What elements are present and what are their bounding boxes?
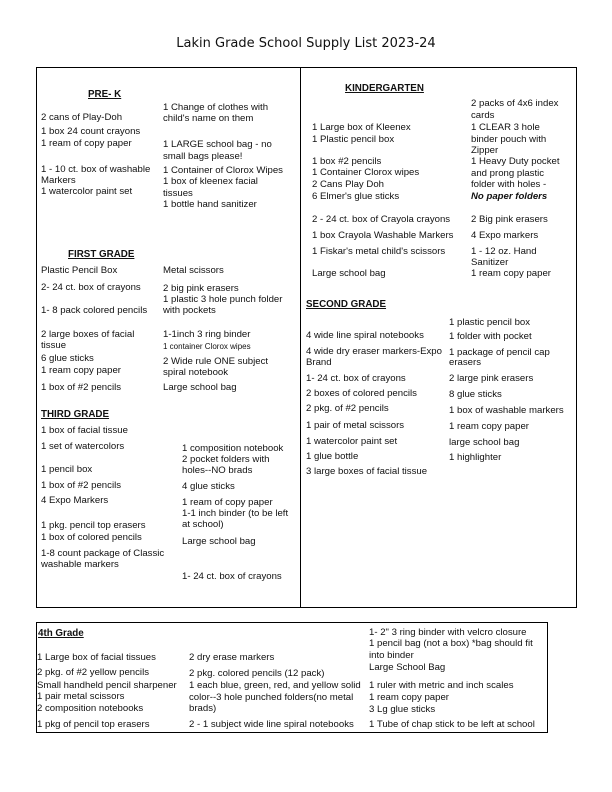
- supply-item: 1 plastic 3 hole punch folder: [163, 294, 283, 305]
- supply-item: 1- 24 ct. box of crayons: [182, 571, 282, 582]
- column-divider: [300, 67, 301, 608]
- section-heading-fourth: 4th Grade: [38, 628, 84, 639]
- supply-item: 1 pencil bag (not a box) *bag should fit: [369, 638, 533, 649]
- supply-item: Large School Bag: [369, 662, 446, 673]
- supply-item: tissues: [163, 188, 193, 199]
- supply-item: 1 box of #2 pencils: [41, 480, 122, 491]
- supply-item: 1 container Clorox wipes: [163, 342, 251, 351]
- supply-item: 4 wide dry eraser markers-Expo: [306, 346, 442, 357]
- section-heading-second: SECOND GRADE: [306, 299, 387, 310]
- supply-item: Small handheld pencil sharpener: [37, 680, 177, 691]
- supply-item: 4 wide line spiral notebooks: [306, 330, 424, 341]
- supply-item: 6 glue sticks: [41, 353, 94, 364]
- supply-item: 2 composition notebooks: [37, 703, 144, 714]
- supply-item: 1 Heavy Duty pocket: [471, 156, 560, 167]
- supply-item: 1 ream copy paper: [369, 692, 449, 703]
- supply-item: into binder: [369, 650, 414, 661]
- supply-item: 2 cans of Play-Doh: [41, 112, 123, 123]
- supply-item: erasers: [449, 357, 481, 368]
- supply-item: 2 large boxes of facial: [41, 329, 135, 340]
- supply-item: tissue: [41, 340, 67, 351]
- supply-item: 1 LARGE school bag - no: [163, 139, 272, 150]
- supply-item: 1- 24 ct. box of crayons: [306, 373, 406, 384]
- supply-item: 1- 8 pack colored pencils: [41, 305, 148, 316]
- supply-item: 1 set of watercolors: [41, 441, 125, 452]
- supply-item: holes--NO brads: [182, 465, 253, 476]
- supply-item: 1 box Crayola Washable Markers: [312, 230, 454, 241]
- supply-item: Large school bag: [163, 382, 237, 393]
- supply-item: Large school bag: [312, 268, 386, 279]
- supply-item: Large school bag: [182, 536, 256, 547]
- supply-item: 4 glue sticks: [182, 481, 235, 492]
- supply-item: 1 Container of Clorox Wipes: [163, 165, 283, 176]
- supply-item: 2 pkg. colored pencils (12 pack): [189, 668, 325, 679]
- supply-item: 1 pkg of pencil top erasers: [37, 719, 150, 730]
- supply-item: 1 watercolor paint set: [306, 436, 398, 447]
- supply-item: 1 ruler with metric and inch scales: [369, 680, 514, 691]
- supply-item: 1 ream copy paper: [449, 421, 529, 432]
- supply-item: 2 dry erase markers: [189, 652, 275, 663]
- supply-item: 1 box of washable markers: [449, 405, 564, 416]
- supply-item: 1 box of colored pencils: [41, 532, 142, 543]
- supply-item: 2 Big pink erasers: [471, 214, 548, 225]
- supply-item: 1 highlighter: [449, 452, 502, 463]
- supply-item: 1 folder with pocket: [449, 331, 532, 342]
- section-heading-first: FIRST GRADE: [68, 249, 135, 260]
- supply-item: large school bag: [449, 437, 520, 448]
- supply-item: 1 Plastic pencil box: [312, 134, 395, 145]
- supply-item: 1 Large box of Kleenex: [312, 122, 411, 133]
- supply-item: 2 - 1 subject wide line spiral notebooks: [189, 719, 354, 730]
- supply-item: spiral notebook: [163, 367, 229, 378]
- supply-item: No paper folders: [471, 191, 548, 202]
- supply-item: 1 package of pencil cap: [449, 347, 550, 358]
- supply-item: 8 glue sticks: [449, 389, 502, 400]
- supply-item: 1 - 12 oz. Hand: [471, 246, 537, 257]
- supply-item: 1 box #2 pencils: [312, 156, 382, 167]
- supply-item: 1- 2" 3 ring binder with velcro closure: [369, 627, 527, 638]
- supply-item: 1 Tube of chap stick to be left at school: [369, 719, 535, 730]
- supply-item: 1-8 count package of Classic: [41, 548, 165, 559]
- supply-item: child's name on them: [163, 113, 254, 124]
- supply-item: with pockets: [163, 305, 216, 316]
- supply-item: 1 box of facial tissue: [41, 425, 128, 436]
- supply-item: 1 bottle hand sanitizer: [163, 199, 257, 210]
- supply-item: 2 Wide rule ONE subject: [163, 356, 269, 367]
- supply-item: 1 composition notebook: [182, 443, 284, 454]
- section-heading-kinder: KINDERGARTEN: [345, 83, 424, 94]
- supply-item: 6 Elmer's glue sticks: [312, 191, 400, 202]
- supply-item: 1 Change of clothes with: [163, 102, 269, 113]
- supply-item: color--3 hole punched folders(no metal: [189, 692, 354, 703]
- supply-item: 4 Expo markers: [471, 230, 539, 241]
- supply-item: 2 packs of 4x6 index: [471, 98, 559, 109]
- supply-item: 1 plastic pencil box: [449, 317, 531, 328]
- section-heading-prek: PRE- K: [88, 89, 122, 100]
- supply-item: 1-1inch 3 ring binder: [163, 329, 251, 340]
- supply-item: 1 each blue, green, red, and yellow solid: [189, 680, 361, 691]
- supply-item: 3 Lg glue sticks: [369, 704, 436, 715]
- supply-item: 2 pkg. of #2 pencils: [306, 403, 389, 414]
- supply-item: 2 big pink erasers: [163, 283, 239, 294]
- supply-item: 4 Expo Markers: [41, 495, 109, 506]
- supply-item: 1 Large box of facial tissues: [37, 652, 156, 663]
- supply-item: 2 large pink erasers: [449, 373, 534, 384]
- supply-item: binder pouch with: [471, 134, 547, 145]
- supply-item: 1 pkg. pencil top erasers: [41, 520, 146, 531]
- supply-item: 2- 24 ct. box of crayons: [41, 282, 141, 293]
- supply-item: Plastic Pencil Box: [41, 265, 118, 276]
- supply-item: 1 box of #2 pencils: [41, 382, 122, 393]
- supply-item: Metal scissors: [163, 265, 224, 276]
- supply-item: brads): [189, 703, 217, 714]
- supply-item: 1 ream of copy paper: [41, 138, 132, 149]
- supply-item: 1 pencil box: [41, 464, 93, 475]
- document-title: Lakin Grade School Supply List 2023-24: [176, 36, 436, 51]
- supply-item: 1 glue bottle: [306, 451, 359, 462]
- supply-item: folder with holes -: [471, 179, 547, 190]
- supply-item: 2 pkg. of #2 yellow pencils: [37, 667, 149, 678]
- supply-item: 2 boxes of colored pencils: [306, 388, 417, 399]
- supply-item: 1 ream copy paper: [471, 268, 551, 279]
- supply-item: 2 - 24 ct. box of Crayola crayons: [312, 214, 451, 225]
- supply-item: 1 pair of metal scissors: [306, 420, 405, 431]
- supply-item: 1 CLEAR 3 hole: [471, 122, 540, 133]
- supply-item: Sanitizer: [471, 257, 509, 268]
- supply-item: 1 Fiskar's metal child's scissors: [312, 246, 446, 257]
- supply-item: cards: [471, 110, 495, 121]
- supply-item: 2 pocket folders with: [182, 454, 270, 465]
- supply-item: at school): [182, 519, 224, 530]
- supply-item: 3 large boxes of facial tissue: [306, 466, 428, 477]
- supply-item: 1 ream copy paper: [41, 365, 121, 376]
- supply-item: 1 - 10 ct. box of washable: [41, 164, 151, 175]
- supply-item: 1 watercolor paint set: [41, 186, 133, 197]
- supply-item: 1 box 24 count crayons: [41, 126, 141, 137]
- supply-item: small bags please!: [163, 151, 243, 162]
- supply-item: 1 ream of copy paper: [182, 497, 273, 508]
- supply-item: 2 Cans Play Doh: [312, 179, 384, 190]
- supply-item: Brand: [306, 357, 332, 368]
- supply-item: and prong plastic: [471, 168, 545, 179]
- supply-item: 1 Container Clorox wipes: [312, 167, 420, 178]
- supply-item: 1 box of kleenex facial: [163, 176, 258, 187]
- supply-item: Zipper: [471, 145, 499, 156]
- supply-item: Markers: [41, 175, 76, 186]
- supply-item: 1-1 inch binder (to be left: [182, 508, 289, 519]
- supply-item: 1 pair metal scissors: [37, 691, 125, 702]
- supply-item: washable markers: [41, 559, 119, 570]
- section-heading-third: THIRD GRADE: [41, 409, 110, 420]
